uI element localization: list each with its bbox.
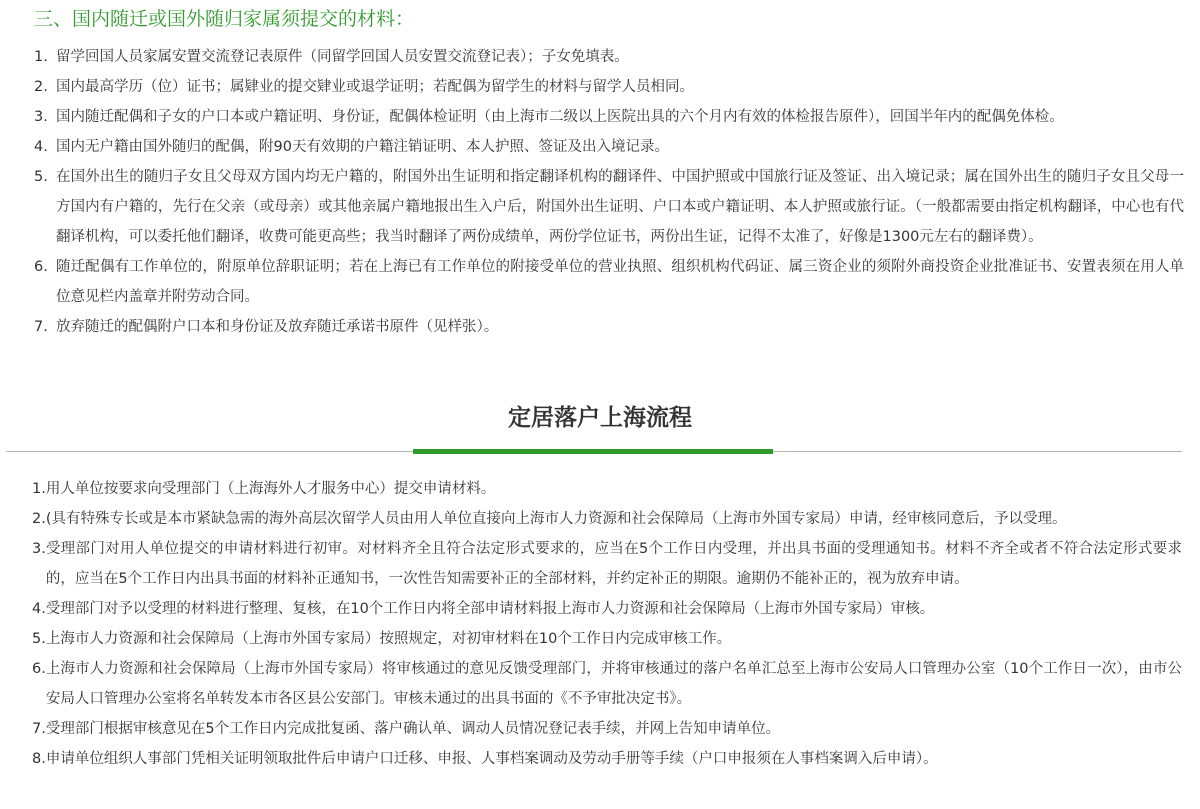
list-item	[34, 102, 1184, 132]
step-item	[32, 504, 1182, 534]
list-item-number: 1.	[34, 49, 48, 65]
list-item	[34, 132, 1184, 162]
list-item-number: 2.	[34, 79, 48, 95]
list-item-text: 放弃随迁的配偶附户口本和身份证及放弃随迁承诺书原件（见样张）。	[56, 319, 499, 335]
list-item	[34, 252, 1184, 312]
list-item-number: 7.	[34, 319, 48, 335]
step-number: 8.	[32, 751, 46, 767]
list-item-text: 国内随迁配偶和子女的户口本或户籍证明、身份证，配偶体检证明（由上海市二级以上医院出具的六个月内有效的体检报告原件），回国半年内的配偶免体检。	[56, 109, 1064, 125]
step-item	[32, 474, 1182, 504]
step-text: 用人单位按要求向受理部门（上海海外人才服务中心）提交申请材料。	[45, 481, 496, 497]
process-title: 定居落户上海流程	[508, 405, 692, 431]
step-text: (具有特殊专长或是本市紧缺急需的海外高层次留学人员由用人单位直接向上海市人力资源和社会保障局（上海市外国专家局）申请，经审核同意后，予以受理。	[45, 511, 1067, 527]
list-item-text: 国内无户籍由国外随归的配偶，附90天有效期的户籍注销证明、本人护照、签证及出入境记录。	[56, 139, 669, 155]
step-item	[32, 654, 1182, 714]
step-number: 5.	[32, 631, 46, 647]
list-item-text: 在国外出生的随归子女且父母双方国内均无户籍的，附国外出生证明和指定翻译机构的翻译件、中国护照或中国旅行证及签证、出入境记录；属在国外出生的随归子女且父母一方国内有户籍的，先行在父亲（或母亲）或其他亲属户籍地报出生入户后，附国外出生证明、户口本或户籍证明、本人护照或旅行证。（一般都需要由指定机构翻译，中心也有代翻译机构，可以委托他们翻译，收费可能更高些；我当时翻译了两份成绩单，两份学位证书，两份出生证，记得不太准了，好像是1300元左右的翻译费）。	[56, 169, 1184, 245]
step-text: 申请单位组织人事部门凭相关证明领取批件后申请户口迁移、申报、人事档案调动及劳动手册等手续（户口申报须在人事档案调入后申请）。	[45, 751, 938, 767]
process-steps-list	[32, 474, 1182, 774]
step-text: 受理部门对用人单位提交的申请材料进行初审。对材料齐全且符合法定形式要求的，应当在5个工作日内受理，并出具书面的受理通知书。材料不齐全或者不符合法定形式要求的，应当在5个工作日内出具书面的材料补正通知书，一次性告知需要补正的全部材料，并约定补正的期限。逾期仍不能补正的，视为放弃申请。	[45, 541, 1182, 587]
list-item-number: 5.	[34, 169, 48, 185]
step-item	[32, 594, 1182, 624]
list-item-text: 随迁配偶有工作单位的，附原单位辞职证明；若在上海已有工作单位的附接受单位的营业执照、组织机构代码证、属三资企业的须附外商投资企业批准证书、安置表须在用人单位意见栏内盖章并附劳动合同。	[56, 259, 1184, 305]
list-item	[34, 162, 1184, 252]
list-item-number: 6.	[34, 259, 48, 275]
list-item-text: 国内最高学历（位）证书；属肄业的提交肄业或退学证明；若配偶为留学生的材料与留学人员相同。	[56, 79, 694, 95]
list-item-number: 4.	[34, 139, 48, 155]
step-number: 6.	[32, 661, 46, 677]
title-accent-bar	[413, 449, 773, 454]
step-number: 2.	[32, 511, 46, 527]
step-item	[32, 534, 1182, 594]
step-item	[32, 624, 1182, 654]
step-text: 上海市人力资源和社会保障局（上海市外国专家局）将审核通过的意见反馈受理部门，并将审核通过的落户名单汇总至上海市公安局人口管理办公室（10个工作日一次），由市公安局人口管理办公室将名单转发本市各区县公安部门。审核未通过的出具书面的《不予审批决定书》。	[45, 661, 1182, 707]
list-item	[34, 312, 1184, 342]
step-number: 7.	[32, 721, 46, 737]
step-number: 4.	[32, 601, 46, 617]
list-item	[34, 72, 1184, 102]
list-item-text: 留学回国人员家属安置交流登记表原件（同留学回国人员安置交流登记表）；子女免填表。	[56, 49, 629, 65]
required-materials-list	[34, 42, 1184, 342]
step-item	[32, 714, 1182, 744]
list-item-number: 3.	[34, 109, 48, 125]
step-item	[32, 744, 1182, 774]
step-number: 1.	[32, 481, 46, 497]
step-text: 上海市人力资源和社会保障局（上海市外国专家局）按照规定，对初审材料在10个工作日内完成审核工作。	[45, 631, 732, 647]
step-text: 受理部门根据审核意见在5个工作日内完成批复函、落户确认单、调动人员情况登记表手续，并网上告知申请单位。	[45, 721, 781, 737]
step-number: 3.	[32, 541, 46, 557]
list-item	[34, 42, 1184, 72]
step-text: 受理部门对予以受理的材料进行整理、复核，在10个工作日内将全部申请材料报上海市人力资源和社会保障局（上海市外国专家局）审核。	[45, 601, 935, 617]
section-heading: 三、国内随迁或国外随归家属须提交的材料：	[34, 8, 415, 30]
